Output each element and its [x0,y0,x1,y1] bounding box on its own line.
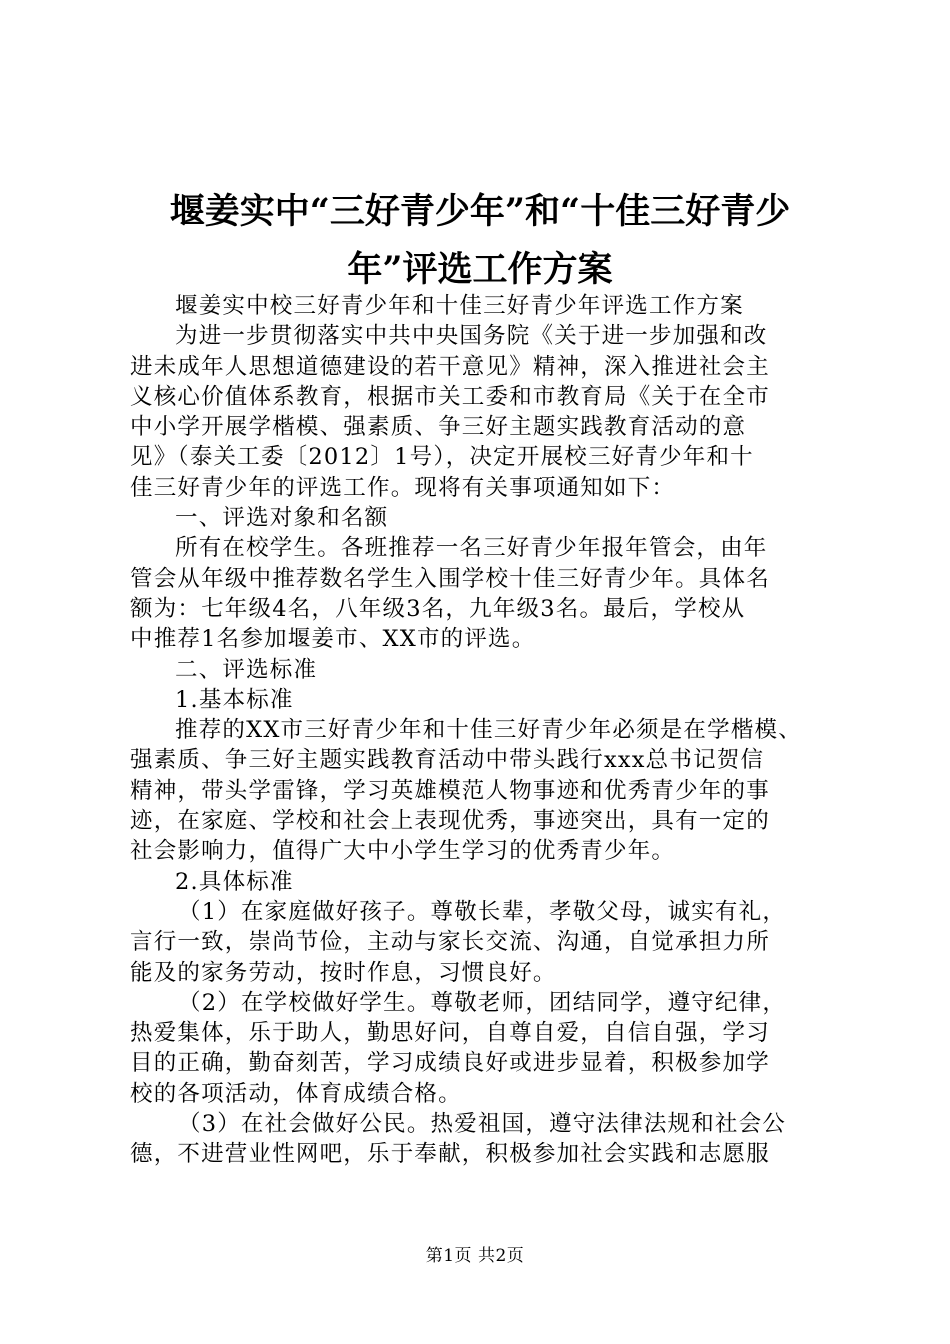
document-title-line-1: 堰姜实中“三好青少年”和“十佳三好青少 [169,191,791,232]
paragraph-line: 迹，在家庭、学校和社会上表现优秀，事迹突出，具有一定的 [130,808,770,835]
paragraph-line: 进未成年人思想道德建设的若干意见》精神，深入推进社会主 [130,353,770,380]
paragraph-line: 所有在校学生。各班推荐一名三好青少年报年管会，由年 [175,535,768,562]
paragraph-line: 社会影响力，值得广大中小学生学习的优秀青少年。 [130,838,676,865]
paragraph-line: 中小学开展学楷模、强素质、争三好主题实践教育活动的意 [130,414,747,441]
paragraph-line: 推荐的XX市三好青少年和十佳三好青少年必须是在学楷模、 [175,717,802,744]
section-heading: 二、评选标准 [175,656,318,683]
paragraph-line: （1）在家庭做好孩子。尊敬长辈，孝敬父母，诚实有礼， [178,898,787,925]
paragraph-line: 言行一致，崇尚节俭，主动与家长交流、沟通，自觉承担力所 [130,929,770,956]
paragraph-line: 佳三好青少年的评选工作。现将有关事项通知如下： [130,474,676,501]
paragraph-line: 额为：七年级4名，八年级3名，九年级3名。最后，学校从 [130,595,746,622]
document-title-line-2: 年”评选工作方案 [347,249,613,290]
subtitle-line: 堰姜实中校三好青少年和十佳三好青少年评选工作方案 [175,293,744,319]
paragraph-line: 德，不进营业性网吧，乐于奉献，积极参加社会实践和志愿服 [130,1141,770,1168]
paragraph-line: 见》（泰关工委〔2012〕1号），决定开展校三好青少年和十 [130,444,754,471]
paragraph-line: 为进一步贯彻落实中共中央国务院《关于进一步加强和改 [175,323,768,350]
paragraph-line: 强素质、争三好主题实践教育活动中带头践行xxx总书记贺信 [130,747,765,774]
subsection-heading: 1.基本标准 [175,686,294,713]
paragraph-line: 校的各项活动，体育成绩合格。 [130,1080,462,1107]
paragraph-line: 管会从年级中推荐数名学生入围学校十佳三好青少年。具体名 [130,565,770,592]
paragraph-line: （3）在社会做好公民。热爱祖国，遵守法律法规和社会公 [178,1111,787,1138]
paragraph-line: 义核心价值体系教育，根据市关工委和市教育局《关于在全市 [130,383,770,410]
paragraph-line: 中推荐1名参加堰姜市、XX市的评选。 [130,626,536,653]
page-footer: 第1页 共2页 [425,1246,525,1266]
paragraph-line: 目的正确，勤奋刻苦，学习成绩良好或进步显着，积极参加学 [130,1050,770,1077]
paragraph-line: （2）在学校做好学生。尊敬老师，团结同学，遵守纪律， [178,989,787,1016]
document-body [130,291,830,1170]
paragraph-line: 能及的家务劳动，按时作息，习惯良好。 [130,959,557,986]
subsection-heading: 2.具体标准 [175,868,294,895]
paragraph-line: 精神，带头学雷锋，学习英雄模范人物事迹和优秀青少年的事 [130,777,770,804]
section-heading: 一、评选对象和名额 [175,505,389,532]
paragraph-line: 热爱集体，乐于助人，勤思好问，自尊自爱，自信自强，学习 [130,1020,770,1047]
